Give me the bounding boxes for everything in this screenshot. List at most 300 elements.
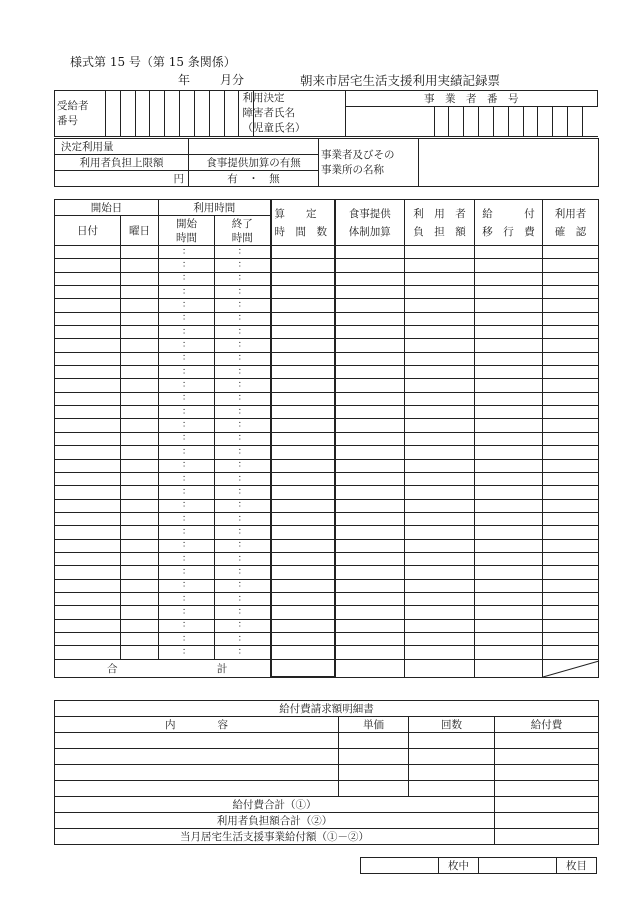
calc-hours-cell[interactable] [271, 379, 335, 392]
start-time-cell[interactable] [159, 592, 215, 605]
user-burden-cell[interactable] [405, 486, 475, 499]
user-burden-cell[interactable] [405, 432, 475, 445]
end-time-cell[interactable] [215, 432, 271, 445]
user-burden-cell[interactable] [405, 246, 475, 259]
date-cell[interactable] [55, 459, 121, 472]
meal-system-cell[interactable] [335, 272, 405, 285]
date-cell[interactable] [55, 606, 121, 619]
calc-hours-cell[interactable] [271, 632, 335, 645]
date-cell[interactable] [55, 566, 121, 579]
total-calc-hours[interactable] [271, 659, 335, 677]
meal-system-cell[interactable] [335, 352, 405, 365]
benefit-transfer-cell[interactable] [475, 246, 543, 259]
end-time-cell[interactable] [215, 366, 271, 379]
weekday-cell[interactable] [121, 286, 159, 299]
calc-hours-cell[interactable] [271, 246, 335, 259]
weekday-cell[interactable] [121, 459, 159, 472]
user-burden-cell[interactable] [405, 512, 475, 525]
start-time-cell[interactable] [159, 579, 215, 592]
date-cell[interactable] [55, 259, 121, 272]
user-burden-cell[interactable] [405, 446, 475, 459]
end-time-cell[interactable] [215, 406, 271, 419]
provider-number-digit[interactable] [493, 107, 508, 137]
user-confirm-cell[interactable] [543, 472, 599, 485]
calc-hours-cell[interactable] [271, 646, 335, 659]
weekday-cell[interactable] [121, 472, 159, 485]
user-burden-cell[interactable] [405, 552, 475, 565]
benefit-transfer-cell[interactable] [475, 366, 543, 379]
weekday-cell[interactable] [121, 606, 159, 619]
user-confirm-cell[interactable] [543, 632, 599, 645]
date-cell[interactable] [55, 339, 121, 352]
provider-number-digit[interactable] [538, 107, 553, 137]
benefit-transfer-cell[interactable] [475, 326, 543, 339]
user-burden-cell[interactable] [405, 499, 475, 512]
start-time-cell[interactable] [159, 259, 215, 272]
end-time-cell[interactable] [215, 339, 271, 352]
recipient-number-digit[interactable] [180, 91, 195, 137]
calc-hours-cell[interactable] [271, 406, 335, 419]
weekday-cell[interactable] [121, 632, 159, 645]
weekday-cell[interactable] [121, 512, 159, 525]
calc-hours-cell[interactable] [271, 552, 335, 565]
user-confirm-cell[interactable] [543, 379, 599, 392]
weekday-cell[interactable] [121, 486, 159, 499]
user-burden-cell[interactable] [405, 312, 475, 325]
provider-number-digit[interactable] [479, 107, 494, 137]
benefit-transfer-cell[interactable] [475, 579, 543, 592]
start-time-cell[interactable] [159, 606, 215, 619]
meal-system-cell[interactable] [335, 539, 405, 552]
meal-system-cell[interactable] [335, 472, 405, 485]
benefit-cell[interactable] [495, 765, 599, 781]
end-time-cell[interactable] [215, 299, 271, 312]
meal-system-cell[interactable] [335, 326, 405, 339]
weekday-cell[interactable] [121, 312, 159, 325]
user-confirm-cell[interactable] [543, 512, 599, 525]
benefit-transfer-cell[interactable] [475, 272, 543, 285]
date-cell[interactable] [55, 512, 121, 525]
user-burden-cell[interactable] [405, 579, 475, 592]
user-confirm-cell[interactable] [543, 366, 599, 379]
end-time-cell[interactable] [215, 379, 271, 392]
weekday-cell[interactable] [121, 446, 159, 459]
date-cell[interactable] [55, 272, 121, 285]
start-time-cell[interactable] [159, 379, 215, 392]
benefit-transfer-cell[interactable] [475, 472, 543, 485]
calc-hours-cell[interactable] [271, 512, 335, 525]
date-cell[interactable] [55, 326, 121, 339]
calc-hours-cell[interactable] [271, 299, 335, 312]
decided-amount-field[interactable] [189, 139, 319, 155]
end-time-cell[interactable] [215, 539, 271, 552]
end-time-cell[interactable] [215, 326, 271, 339]
benefit-transfer-cell[interactable] [475, 352, 543, 365]
user-confirm-cell[interactable] [543, 592, 599, 605]
start-time-cell[interactable] [159, 632, 215, 645]
start-time-cell[interactable] [159, 432, 215, 445]
calc-hours-cell[interactable] [271, 539, 335, 552]
start-time-cell[interactable] [159, 512, 215, 525]
date-cell[interactable] [55, 499, 121, 512]
date-cell[interactable] [55, 366, 121, 379]
start-time-cell[interactable] [159, 552, 215, 565]
end-time-cell[interactable] [215, 552, 271, 565]
benefit-cell[interactable] [495, 781, 599, 797]
user-burden-cell[interactable] [405, 272, 475, 285]
user-confirm-cell[interactable] [543, 246, 599, 259]
count-cell[interactable] [409, 781, 495, 797]
end-time-cell[interactable] [215, 579, 271, 592]
provider-number-digit[interactable] [523, 107, 538, 137]
start-time-cell[interactable] [159, 526, 215, 539]
end-time-cell[interactable] [215, 619, 271, 632]
calc-hours-cell[interactable] [271, 352, 335, 365]
calc-hours-cell[interactable] [271, 259, 335, 272]
calc-hours-cell[interactable] [271, 566, 335, 579]
meal-system-cell[interactable] [335, 379, 405, 392]
user-confirm-cell[interactable] [543, 419, 599, 432]
weekday-cell[interactable] [121, 392, 159, 405]
date-cell[interactable] [55, 486, 121, 499]
provider-number-digit[interactable] [508, 107, 523, 137]
date-cell[interactable] [55, 446, 121, 459]
user-confirm-cell[interactable] [543, 619, 599, 632]
meal-system-cell[interactable] [335, 579, 405, 592]
user-burden-cell[interactable] [405, 299, 475, 312]
start-time-cell[interactable] [159, 646, 215, 659]
meal-system-cell[interactable] [335, 392, 405, 405]
user-confirm-cell[interactable] [543, 606, 599, 619]
date-cell[interactable] [55, 472, 121, 485]
user-confirm-cell[interactable] [543, 459, 599, 472]
meal-system-cell[interactable] [335, 432, 405, 445]
start-time-cell[interactable] [159, 326, 215, 339]
user-burden-cell[interactable] [405, 419, 475, 432]
end-time-cell[interactable] [215, 606, 271, 619]
meal-system-cell[interactable] [335, 486, 405, 499]
count-cell[interactable] [409, 749, 495, 765]
calc-hours-cell[interactable] [271, 619, 335, 632]
weekday-cell[interactable] [121, 406, 159, 419]
user-confirm-cell[interactable] [543, 486, 599, 499]
start-time-cell[interactable] [159, 619, 215, 632]
start-time-cell[interactable] [159, 472, 215, 485]
benefit-transfer-cell[interactable] [475, 312, 543, 325]
user-confirm-cell[interactable] [543, 646, 599, 659]
benefit-transfer-cell[interactable] [475, 406, 543, 419]
end-time-cell[interactable] [215, 246, 271, 259]
start-time-cell[interactable] [159, 539, 215, 552]
meal-system-cell[interactable] [335, 632, 405, 645]
meal-system-cell[interactable] [335, 499, 405, 512]
start-time-cell[interactable] [159, 392, 215, 405]
unit-price-cell[interactable] [339, 749, 409, 765]
start-time-cell[interactable] [159, 446, 215, 459]
meal-system-cell[interactable] [335, 619, 405, 632]
total-meal-system[interactable] [335, 659, 405, 677]
user-burden-cell[interactable] [405, 392, 475, 405]
weekday-cell[interactable] [121, 619, 159, 632]
calc-hours-cell[interactable] [271, 579, 335, 592]
benefit-transfer-cell[interactable] [475, 499, 543, 512]
date-cell[interactable] [55, 579, 121, 592]
weekday-cell[interactable] [121, 579, 159, 592]
end-time-cell[interactable] [215, 526, 271, 539]
end-time-cell[interactable] [215, 259, 271, 272]
meal-system-cell[interactable] [335, 592, 405, 605]
user-burden-cell[interactable] [405, 259, 475, 272]
provider-number-digit[interactable] [568, 107, 583, 137]
benefit-transfer-cell[interactable] [475, 286, 543, 299]
start-time-cell[interactable] [159, 286, 215, 299]
recipient-number-digit[interactable] [194, 91, 209, 137]
benefit-transfer-cell[interactable] [475, 512, 543, 525]
total-benefit-transfer[interactable] [475, 659, 543, 677]
calc-hours-cell[interactable] [271, 286, 335, 299]
meal-system-cell[interactable] [335, 512, 405, 525]
meal-system-cell[interactable] [335, 259, 405, 272]
user-burden-cell[interactable] [405, 339, 475, 352]
benefit-transfer-cell[interactable] [475, 526, 543, 539]
weekday-cell[interactable] [121, 432, 159, 445]
meal-system-cell[interactable] [335, 646, 405, 659]
user-burden-cell[interactable] [405, 366, 475, 379]
benefit-transfer-cell[interactable] [475, 459, 543, 472]
weekday-cell[interactable] [121, 379, 159, 392]
user-confirm-cell[interactable] [543, 352, 599, 365]
calc-hours-cell[interactable] [271, 312, 335, 325]
date-cell[interactable] [55, 352, 121, 365]
user-burden-cell[interactable] [405, 459, 475, 472]
benefit-transfer-cell[interactable] [475, 486, 543, 499]
end-time-cell[interactable] [215, 446, 271, 459]
meal-system-cell[interactable] [335, 526, 405, 539]
date-cell[interactable] [55, 432, 121, 445]
end-time-cell[interactable] [215, 592, 271, 605]
end-time-cell[interactable] [215, 312, 271, 325]
calc-hours-cell[interactable] [271, 339, 335, 352]
meal-system-cell[interactable] [335, 419, 405, 432]
calc-hours-cell[interactable] [271, 272, 335, 285]
provider-number-digit[interactable] [434, 107, 449, 137]
benefit-cell[interactable] [495, 733, 599, 749]
calc-hours-cell[interactable] [271, 419, 335, 432]
calc-hours-cell[interactable] [271, 326, 335, 339]
user-confirm-cell[interactable] [543, 272, 599, 285]
page-number-field[interactable] [479, 858, 557, 874]
content-cell[interactable] [55, 765, 339, 781]
start-time-cell[interactable] [159, 272, 215, 285]
start-time-cell[interactable] [159, 419, 215, 432]
end-time-cell[interactable] [215, 272, 271, 285]
user-confirm-cell[interactable] [543, 552, 599, 565]
weekday-cell[interactable] [121, 592, 159, 605]
benefit-transfer-cell[interactable] [475, 539, 543, 552]
end-time-cell[interactable] [215, 472, 271, 485]
weekday-cell[interactable] [121, 552, 159, 565]
meal-system-cell[interactable] [335, 606, 405, 619]
weekday-cell[interactable] [121, 339, 159, 352]
benefit-transfer-cell[interactable] [475, 606, 543, 619]
weekday-cell[interactable] [121, 259, 159, 272]
end-time-cell[interactable] [215, 632, 271, 645]
user-burden-cell[interactable] [405, 619, 475, 632]
meal-system-cell[interactable] [335, 246, 405, 259]
date-cell[interactable] [55, 312, 121, 325]
benefit-transfer-cell[interactable] [475, 392, 543, 405]
monthly-benefit-field[interactable] [495, 829, 599, 845]
date-cell[interactable] [55, 419, 121, 432]
content-cell[interactable] [55, 781, 339, 797]
end-time-cell[interactable] [215, 419, 271, 432]
user-burden-cell[interactable] [405, 539, 475, 552]
user-confirm-cell[interactable] [543, 526, 599, 539]
start-time-cell[interactable] [159, 246, 215, 259]
date-cell[interactable] [55, 406, 121, 419]
recipient-number-digit[interactable] [105, 91, 120, 137]
recipient-number-digit[interactable] [209, 91, 224, 137]
weekday-cell[interactable] [121, 326, 159, 339]
end-time-cell[interactable] [215, 566, 271, 579]
weekday-cell[interactable] [121, 366, 159, 379]
start-time-cell[interactable] [159, 499, 215, 512]
recipient-number-digit[interactable] [165, 91, 180, 137]
start-time-cell[interactable] [159, 352, 215, 365]
recipient-number-digit[interactable] [150, 91, 165, 137]
total-pages-field[interactable] [361, 858, 439, 874]
user-burden-cell[interactable] [405, 379, 475, 392]
count-cell[interactable] [409, 765, 495, 781]
date-cell[interactable] [55, 632, 121, 645]
date-cell[interactable] [55, 592, 121, 605]
user-burden-cell[interactable] [405, 632, 475, 645]
date-cell[interactable] [55, 392, 121, 405]
recipient-number-digit[interactable] [120, 91, 135, 137]
meal-system-cell[interactable] [335, 366, 405, 379]
user-confirm-cell[interactable] [543, 579, 599, 592]
user-burden-cell[interactable] [405, 592, 475, 605]
content-cell[interactable] [55, 733, 339, 749]
user-burden-cell[interactable] [405, 472, 475, 485]
benefit-transfer-cell[interactable] [475, 619, 543, 632]
start-time-cell[interactable] [159, 312, 215, 325]
user-burden-cell[interactable] [405, 646, 475, 659]
provider-name-field[interactable] [419, 139, 599, 187]
weekday-cell[interactable] [121, 566, 159, 579]
end-time-cell[interactable] [215, 486, 271, 499]
date-cell[interactable] [55, 379, 121, 392]
calc-hours-cell[interactable] [271, 526, 335, 539]
user-confirm-cell[interactable] [543, 432, 599, 445]
provider-number-digit[interactable] [464, 107, 479, 137]
calc-hours-cell[interactable] [271, 459, 335, 472]
meal-system-cell[interactable] [335, 459, 405, 472]
start-time-cell[interactable] [159, 459, 215, 472]
end-time-cell[interactable] [215, 499, 271, 512]
benefit-transfer-cell[interactable] [475, 446, 543, 459]
weekday-cell[interactable] [121, 246, 159, 259]
end-time-cell[interactable] [215, 512, 271, 525]
calc-hours-cell[interactable] [271, 486, 335, 499]
benefit-transfer-cell[interactable] [475, 592, 543, 605]
user-burden-cell[interactable] [405, 606, 475, 619]
calc-hours-cell[interactable] [271, 606, 335, 619]
date-cell[interactable] [55, 539, 121, 552]
recipient-number-digit[interactable] [224, 91, 239, 137]
end-time-cell[interactable] [215, 286, 271, 299]
benefit-transfer-cell[interactable] [475, 646, 543, 659]
weekday-cell[interactable] [121, 352, 159, 365]
meal-system-cell[interactable] [335, 339, 405, 352]
start-time-cell[interactable] [159, 566, 215, 579]
calc-hours-cell[interactable] [271, 499, 335, 512]
provider-number-digit[interactable] [553, 107, 568, 137]
end-time-cell[interactable] [215, 646, 271, 659]
user-burden-cell[interactable] [405, 286, 475, 299]
date-cell[interactable] [55, 646, 121, 659]
start-time-cell[interactable] [159, 486, 215, 499]
weekday-cell[interactable] [121, 419, 159, 432]
start-time-cell[interactable] [159, 406, 215, 419]
weekday-cell[interactable] [121, 646, 159, 659]
user-confirm-cell[interactable] [543, 566, 599, 579]
content-cell[interactable] [55, 749, 339, 765]
unit-price-cell[interactable] [339, 765, 409, 781]
meal-system-cell[interactable] [335, 286, 405, 299]
end-time-cell[interactable] [215, 352, 271, 365]
calc-hours-cell[interactable] [271, 592, 335, 605]
benefit-transfer-cell[interactable] [475, 632, 543, 645]
meal-system-cell[interactable] [335, 446, 405, 459]
benefit-transfer-cell[interactable] [475, 299, 543, 312]
user-burden-cell[interactable] [405, 526, 475, 539]
user-confirm-cell[interactable] [543, 286, 599, 299]
count-cell[interactable] [409, 733, 495, 749]
weekday-cell[interactable] [121, 526, 159, 539]
user-burden-cell[interactable] [405, 326, 475, 339]
user-burden-cell[interactable] [405, 352, 475, 365]
user-confirm-cell[interactable] [543, 446, 599, 459]
meal-system-cell[interactable] [335, 552, 405, 565]
calc-hours-cell[interactable] [271, 446, 335, 459]
user-confirm-cell[interactable] [543, 392, 599, 405]
recipient-number-digit[interactable] [135, 91, 150, 137]
provider-number-digit[interactable] [449, 107, 464, 137]
benefit-transfer-cell[interactable] [475, 432, 543, 445]
benefit-transfer-cell[interactable] [475, 259, 543, 272]
date-cell[interactable] [55, 286, 121, 299]
calc-hours-cell[interactable] [271, 366, 335, 379]
calc-hours-cell[interactable] [271, 432, 335, 445]
user-confirm-cell[interactable] [543, 499, 599, 512]
user-confirm-cell[interactable] [543, 339, 599, 352]
user-burden-cell[interactable] [405, 406, 475, 419]
meal-options[interactable]: 有 ・ 無 [189, 171, 319, 187]
date-cell[interactable] [55, 552, 121, 565]
benefit-sum-field[interactable] [495, 797, 599, 813]
weekday-cell[interactable] [121, 499, 159, 512]
benefit-transfer-cell[interactable] [475, 339, 543, 352]
end-time-cell[interactable] [215, 392, 271, 405]
benefit-transfer-cell[interactable] [475, 419, 543, 432]
start-time-cell[interactable] [159, 299, 215, 312]
user-confirm-cell[interactable] [543, 326, 599, 339]
benefit-transfer-cell[interactable] [475, 566, 543, 579]
meal-system-cell[interactable] [335, 299, 405, 312]
provider-number-digit[interactable] [345, 107, 434, 137]
weekday-cell[interactable] [121, 272, 159, 285]
